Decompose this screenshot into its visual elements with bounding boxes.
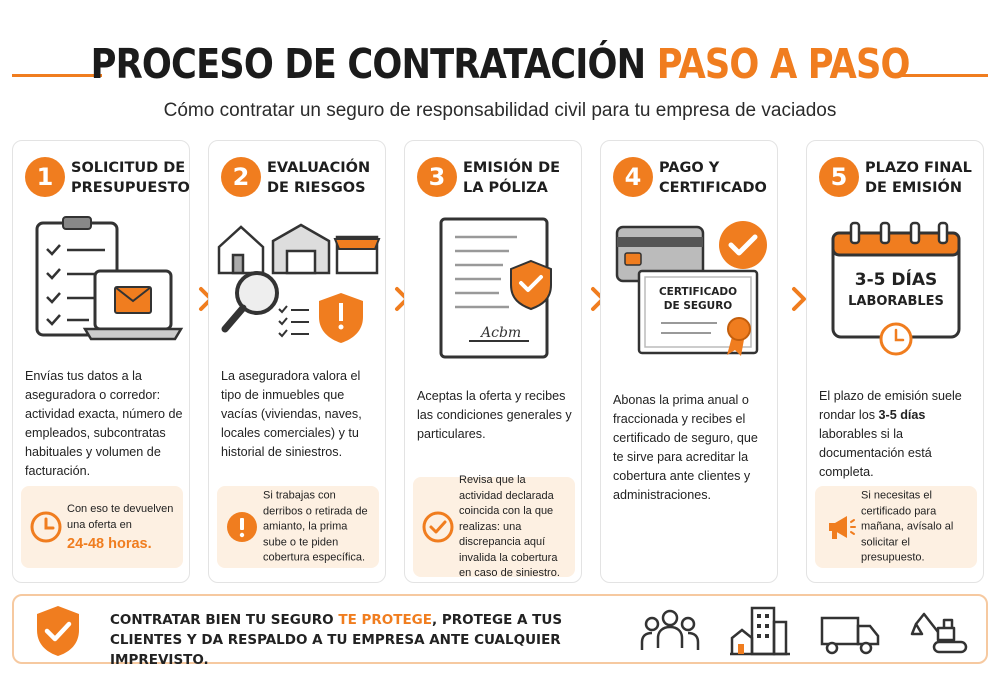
step-note-3: [413, 473, 575, 579]
step-title-3: EMISIÓN DE LA PÓLIZA: [463, 160, 561, 196]
page-header: [0, 34, 1000, 94]
footer-text-highlight: TE PROTEGE: [338, 612, 432, 628]
step-number-3: 3: [417, 157, 457, 197]
checklist-laptop-illustration: [17, 213, 187, 363]
step-note-text-2: Si trabajas con derribos o retirada de amianto, la prima sube o te piden cobertura específica.: [263, 489, 368, 564]
footer-text-end: , PROTEGE A TUS CLIENTES Y DA RESPALDO A TU EMPRESA ANTE CUALQUIER IMPREVISTO.: [110, 612, 563, 668]
shield-check-icon: [34, 604, 82, 658]
step-card-4: [600, 140, 778, 583]
step-note-text-5: Si necesitas el certificado para mañana, avísalo al solicitar el presupuesto.: [861, 489, 954, 564]
risk-evaluation-illustration: [213, 213, 383, 363]
body-text-bold: 3-5 días: [878, 408, 926, 422]
step-body-3: Aceptas la oferta y recibes las condiciones generales y particulares.: [417, 389, 572, 441]
note-text: Con eso te devuelven una oferta en: [67, 502, 174, 531]
buildings-icon: [730, 604, 790, 658]
page-title: [91, 40, 910, 88]
step-card-3: [404, 140, 582, 583]
megaphone-icon: [823, 510, 857, 544]
step-body-5: [819, 387, 977, 482]
card-certificate-illustration: [605, 213, 775, 363]
step-number-5: 5: [819, 157, 859, 197]
check-circle-icon: [421, 510, 455, 544]
step-number-2: 2: [221, 157, 261, 197]
step-title-5: PLAZO FINAL DE EMISIÓN: [865, 160, 972, 196]
excavator-icon: [910, 604, 970, 658]
alert-icon: [225, 510, 259, 544]
step-note-5: [815, 486, 977, 568]
certificate-label: CERTIFICADO: [658, 286, 738, 298]
step-title-4: PAGO Y CERTIFICADO: [659, 160, 767, 196]
calendar-clock-illustration: [811, 213, 981, 363]
body-text-end: laborables si la documentación está completa.: [819, 427, 932, 479]
step-note-text-3: Revisa que la actividad declarada coincida con la que realizas: una discrepancia aquí invalida la cobertura en caso de siniestro.: [459, 473, 560, 579]
step-card-5: [806, 140, 984, 583]
signature-text: Acbm: [481, 325, 522, 341]
clock-icon: [29, 510, 63, 544]
note-highlight: 24-48 horas.: [67, 535, 152, 552]
step-body-4: Abonas la prima anual o fraccionada y recibes el certificado de seguro, que te sirve para acreditar la cobertura ante clientes y administraciones.: [613, 393, 758, 502]
title-accent: PASO A PASO: [656, 40, 910, 88]
calendar-laborables-label: LABORABLES: [848, 294, 944, 309]
step-body-1: Envías tus datos a la aseguradora o corredor: actividad exacta, número de empleados, subcontratas habituales y volumen de facturación.: [25, 369, 183, 478]
people-icon: [640, 604, 700, 658]
step-card-1: [12, 140, 190, 583]
step-card-2: [208, 140, 386, 583]
step-note-2: [217, 486, 379, 568]
footer-text: [110, 610, 630, 670]
step-number-1: 1: [25, 157, 65, 197]
footer-text-start: CONTRATAR BIEN TU SEGURO: [110, 612, 339, 628]
footer-banner: [12, 594, 988, 668]
calendar-days-label: 3-5 DÍAS: [854, 270, 938, 290]
step-number-4: 4: [613, 157, 653, 197]
step-body-2: La aseguradora valora el tipo de inmuebles que vacías (viviendas, naves, locales comerciales) y tu historial de siniestros.: [221, 369, 362, 459]
signed-policy-illustration: [409, 213, 579, 363]
step-title-1: SOLICITUD DE PRESUPUESTO: [71, 160, 190, 196]
step-note-1: [21, 486, 183, 568]
truck-icon: [820, 604, 880, 658]
step-title-2: EVALUACIÓN DE RIESGOS: [267, 160, 371, 196]
certificate-label-2: DE SEGURO: [663, 300, 733, 312]
title-main: PROCESO DE CONTRATACIÓN: [90, 40, 646, 88]
page-subtitle: Cómo contratar un seguro de responsabilidad civil para tu empresa de vaciados: [163, 100, 837, 121]
step-note-text-1: [67, 502, 177, 553]
body-text-start: El plazo de emisión suele rondar los: [819, 389, 962, 422]
